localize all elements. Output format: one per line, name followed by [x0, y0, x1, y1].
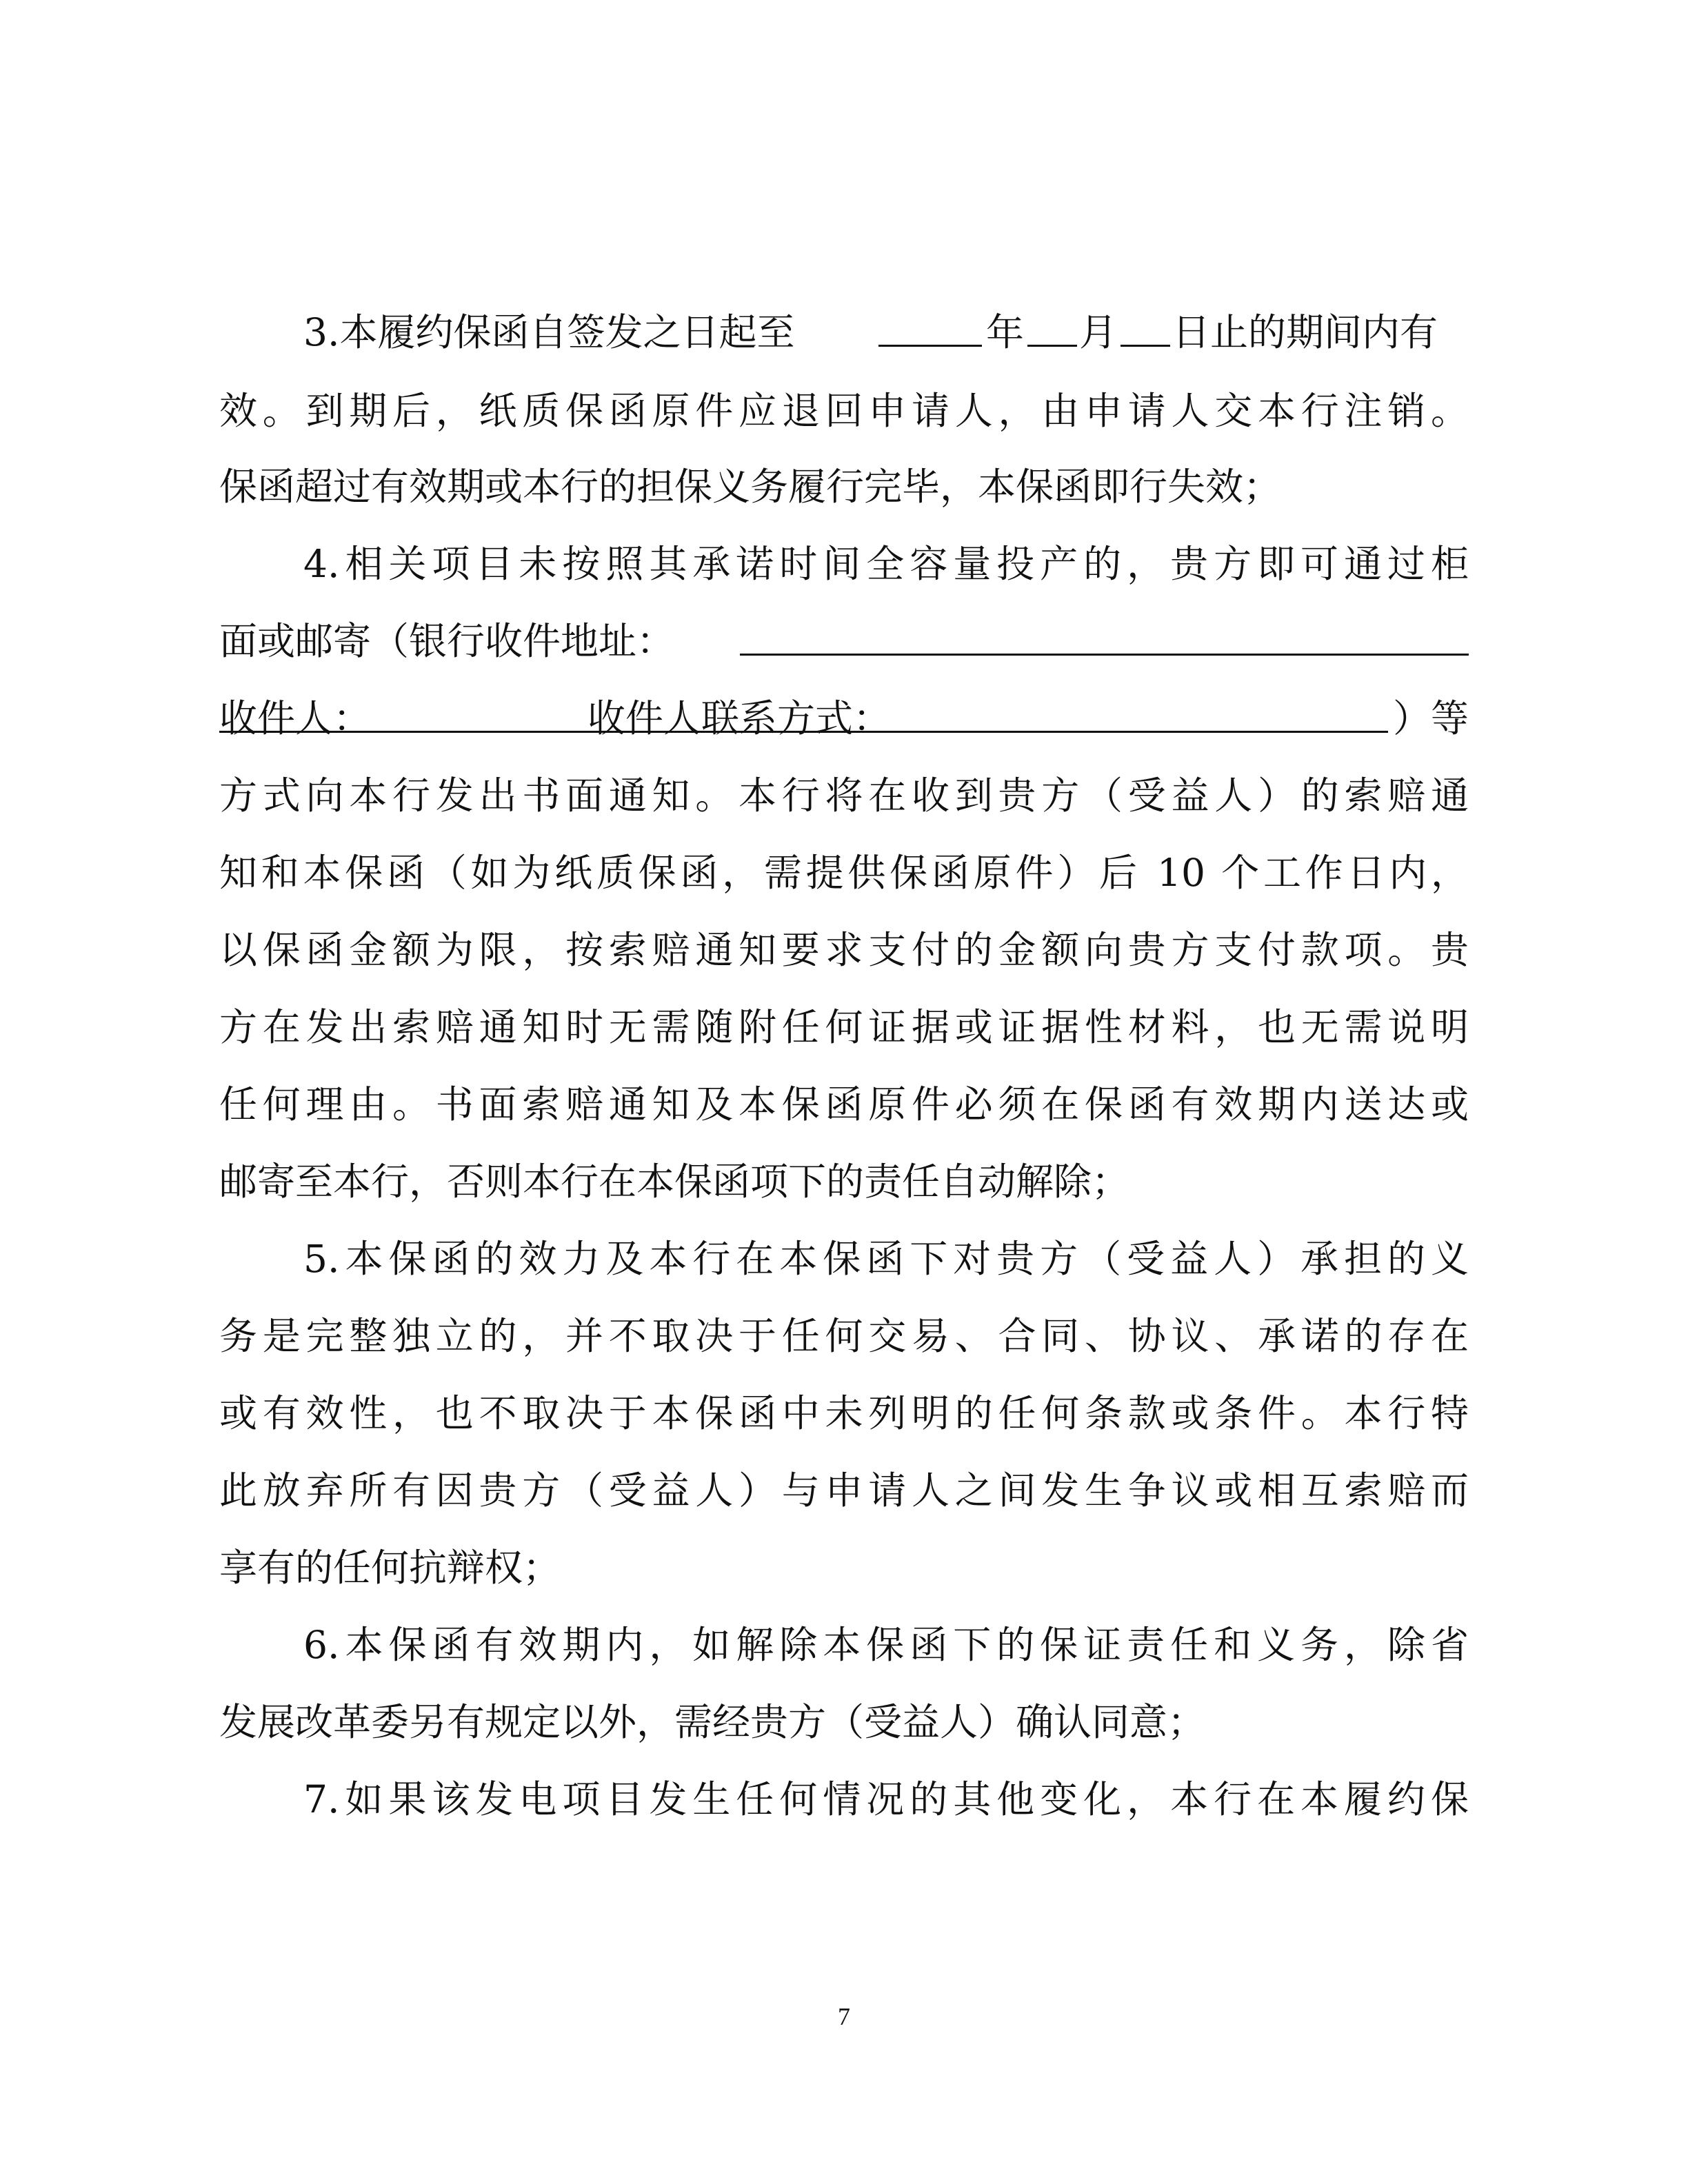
- item4-line3-end: ）等: [1393, 696, 1469, 740]
- item4-address-label: 面或邮寄（银行收件地址：: [219, 619, 675, 663]
- item4-line9: 邮寄至本行，否则本行在本保函项下的责任自动解除；: [219, 1160, 1130, 1204]
- item4-line8: 任何理由。书面索赔通知及本保函原件必须在保函有效期内送达或: [219, 1082, 1469, 1126]
- item3-line1: [303, 305, 1469, 360]
- item4-line2: [219, 614, 1469, 669]
- item6-line2: 发展改革委另有规定以外，需经贵方（受益人）确认同意；: [219, 1700, 1206, 1744]
- day-blank[interactable]: [1121, 305, 1170, 347]
- item3-text-d: 日止的期间内有: [1172, 310, 1438, 354]
- item3-line3: 保函超过有效期或本行的担保义务履行完毕，本保函即行失效；: [219, 465, 1282, 509]
- year-blank[interactable]: [878, 305, 982, 347]
- item5-line4: 此放弃所有因贵方（受益人）与申请人之间发生争议或相互索赔而: [219, 1468, 1469, 1513]
- item3-text-year: 年: [986, 310, 1025, 354]
- recipient-label: 收件人：: [219, 696, 372, 740]
- recipient-contact-label: 收件人联系方式：: [587, 696, 892, 740]
- item4-line3: [219, 691, 1469, 746]
- item4-line5: 知和本保函（如为纸质保函，需提供保函原件）后 10 个工作日内，: [219, 851, 1469, 895]
- item5-line2: 务是完整独立的，并不取决于任何交易、合同、协议、承诺的存在: [219, 1314, 1469, 1358]
- month-blank[interactable]: [1027, 305, 1077, 347]
- item4-line7: 方在发出索赔通知时无需随附任何证据或证据性材料，也无需说明: [219, 1005, 1469, 1049]
- page-number: 7: [838, 2003, 850, 2030]
- item3-text-a: 3.本履约保函自签发之日起至: [303, 310, 795, 354]
- bank-address-blank[interactable]: [740, 614, 1469, 656]
- item5-line3: 或有效性，也不取决于本保函中未列明的任何条款或条件。本行特: [219, 1391, 1469, 1435]
- item3-text-month: 月: [1079, 310, 1118, 354]
- item5-line5: 享有的任何抗辩权；: [219, 1546, 561, 1590]
- item4-line6: 以保函金额为限，按索赔通知要求支付的金额向贵方支付款项。贵: [219, 928, 1469, 972]
- item5-line1: 5.本保函的效力及本行在本保函下对贵方（受益人）承担的义: [303, 1237, 1469, 1281]
- item3-line2: 效。到期后，纸质保函原件应退回申请人，由申请人交本行注销。: [219, 389, 1469, 433]
- item7-line1: 7.如果该发电项目发生任何情况的其他变化，本行在本履约保: [303, 1777, 1469, 1821]
- item6-line1: 6.本保函有效期内，如解除本保函下的保证责任和义务，除省: [303, 1623, 1469, 1667]
- item4-line4: 方式向本行发出书面通知。本行将在收到贵方（受益人）的索赔通: [219, 774, 1469, 818]
- item4-line1: 4.相关项目未按照其承诺时间全容量投产的，贵方即可通过柜: [303, 542, 1469, 586]
